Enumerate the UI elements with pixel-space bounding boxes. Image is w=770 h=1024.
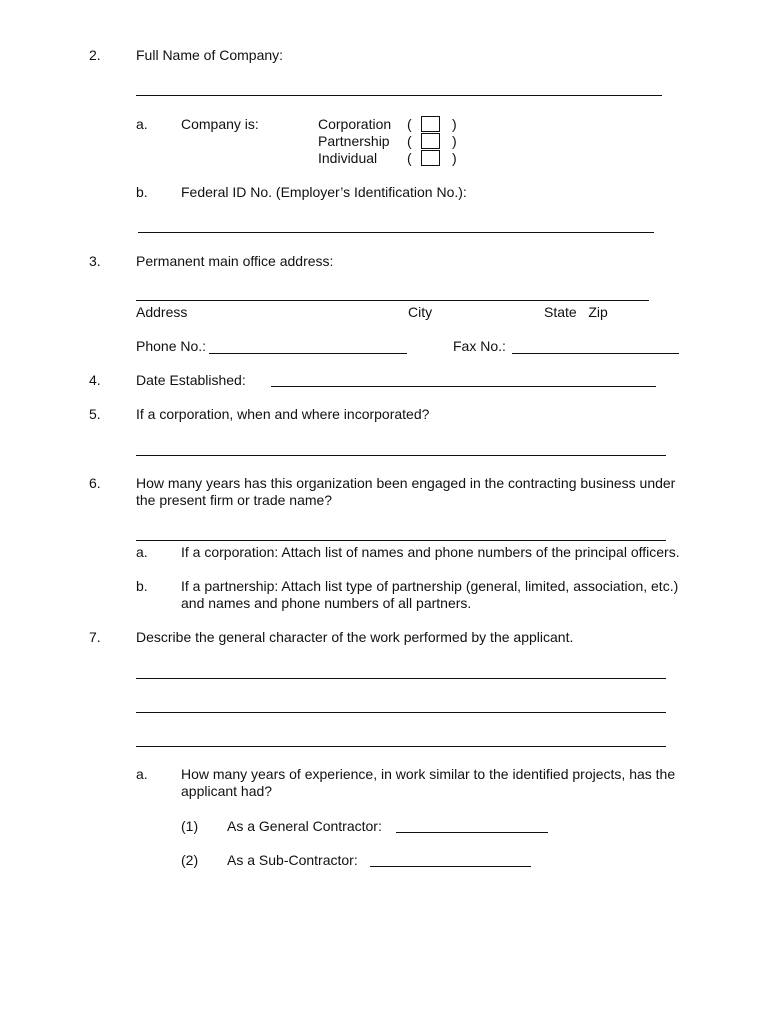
q6a-text: If a corporation: Attach list of names and phone numbers of the principal officers.: [181, 544, 680, 560]
partnership-checkbox[interactable]: [421, 133, 440, 149]
work-description-line-2[interactable]: [136, 712, 666, 713]
q6-label-line1: How many years has this organization been engaged in the contracting business under: [136, 475, 676, 491]
work-description-line-3[interactable]: [136, 746, 666, 747]
q5-label: If a corporation, when and where incorporated?: [136, 406, 430, 422]
q3-number: 3.: [89, 253, 101, 269]
q4-number: 4.: [89, 372, 101, 388]
paren-close: ): [452, 133, 457, 149]
q2a-label: Company is:: [181, 116, 259, 132]
paren-close: ): [452, 150, 457, 166]
q2-label: Full Name of Company:: [136, 47, 284, 63]
q2b-label: Federal ID No. (Employer’s Identification No.):: [181, 184, 467, 200]
q6b-text-line2: and names and phone numbers of all partners.: [181, 595, 472, 611]
q7a-item-2-number: (2): [181, 852, 199, 868]
city-label: City: [408, 304, 433, 320]
q7a-item-1-number: (1): [181, 818, 199, 834]
paren-open: (: [407, 116, 412, 132]
q5-number: 5.: [89, 406, 101, 422]
general-contractor-label: As a General Contractor:: [227, 818, 382, 834]
paren-close: ): [452, 116, 457, 132]
date-established-field[interactable]: [271, 386, 656, 387]
q3-label: Permanent main office address:: [136, 253, 334, 269]
fax-label: Fax No.:: [453, 338, 506, 354]
sub-contractor-years-field[interactable]: [370, 866, 531, 867]
address-label: Address: [136, 304, 188, 320]
q7a-text-line1: How many years of experience, in work similar to the identified projects, has the: [181, 766, 676, 782]
q2-number: 2.: [89, 47, 101, 63]
state-zip-label: State Zip: [544, 304, 608, 320]
address-field[interactable]: [136, 300, 649, 301]
q6b-letter: b.: [136, 578, 148, 594]
company-name-field[interactable]: [136, 95, 662, 96]
incorporation-field[interactable]: [136, 455, 666, 456]
q7-number: 7.: [89, 629, 101, 645]
sub-contractor-label: As a Sub-Contractor:: [227, 852, 358, 868]
paren-open: (: [407, 150, 412, 166]
q6-label-line2: the present firm or trade name?: [136, 492, 333, 508]
work-description-line-1[interactable]: [136, 678, 666, 679]
general-contractor-years-field[interactable]: [396, 832, 548, 833]
q6b-text-line1: If a partnership: Attach list type of partnership (general, limited, association, etc.): [181, 578, 679, 594]
option-corporation-label: Corporation: [318, 116, 392, 132]
individual-checkbox[interactable]: [421, 150, 440, 166]
q6-number: 6.: [89, 475, 101, 491]
q6a-letter: a.: [136, 544, 148, 560]
option-individual-label: Individual: [318, 150, 378, 166]
phone-field[interactable]: [209, 353, 407, 354]
paren-open: (: [407, 133, 412, 149]
q2a-letter: a.: [136, 116, 148, 132]
option-partnership-label: Partnership: [318, 133, 390, 149]
q7a-text-line2: applicant had?: [181, 783, 273, 799]
fax-field[interactable]: [512, 353, 679, 354]
q7a-letter: a.: [136, 766, 148, 782]
q4-label: Date Established:: [136, 372, 246, 388]
q2b-letter: b.: [136, 184, 148, 200]
phone-label: Phone No.:: [136, 338, 207, 354]
q7-label: Describe the general character of the work performed by the applicant.: [136, 629, 574, 645]
corporation-checkbox[interactable]: [421, 116, 440, 132]
federal-id-field[interactable]: [138, 232, 654, 233]
years-in-business-field[interactable]: [136, 540, 666, 541]
